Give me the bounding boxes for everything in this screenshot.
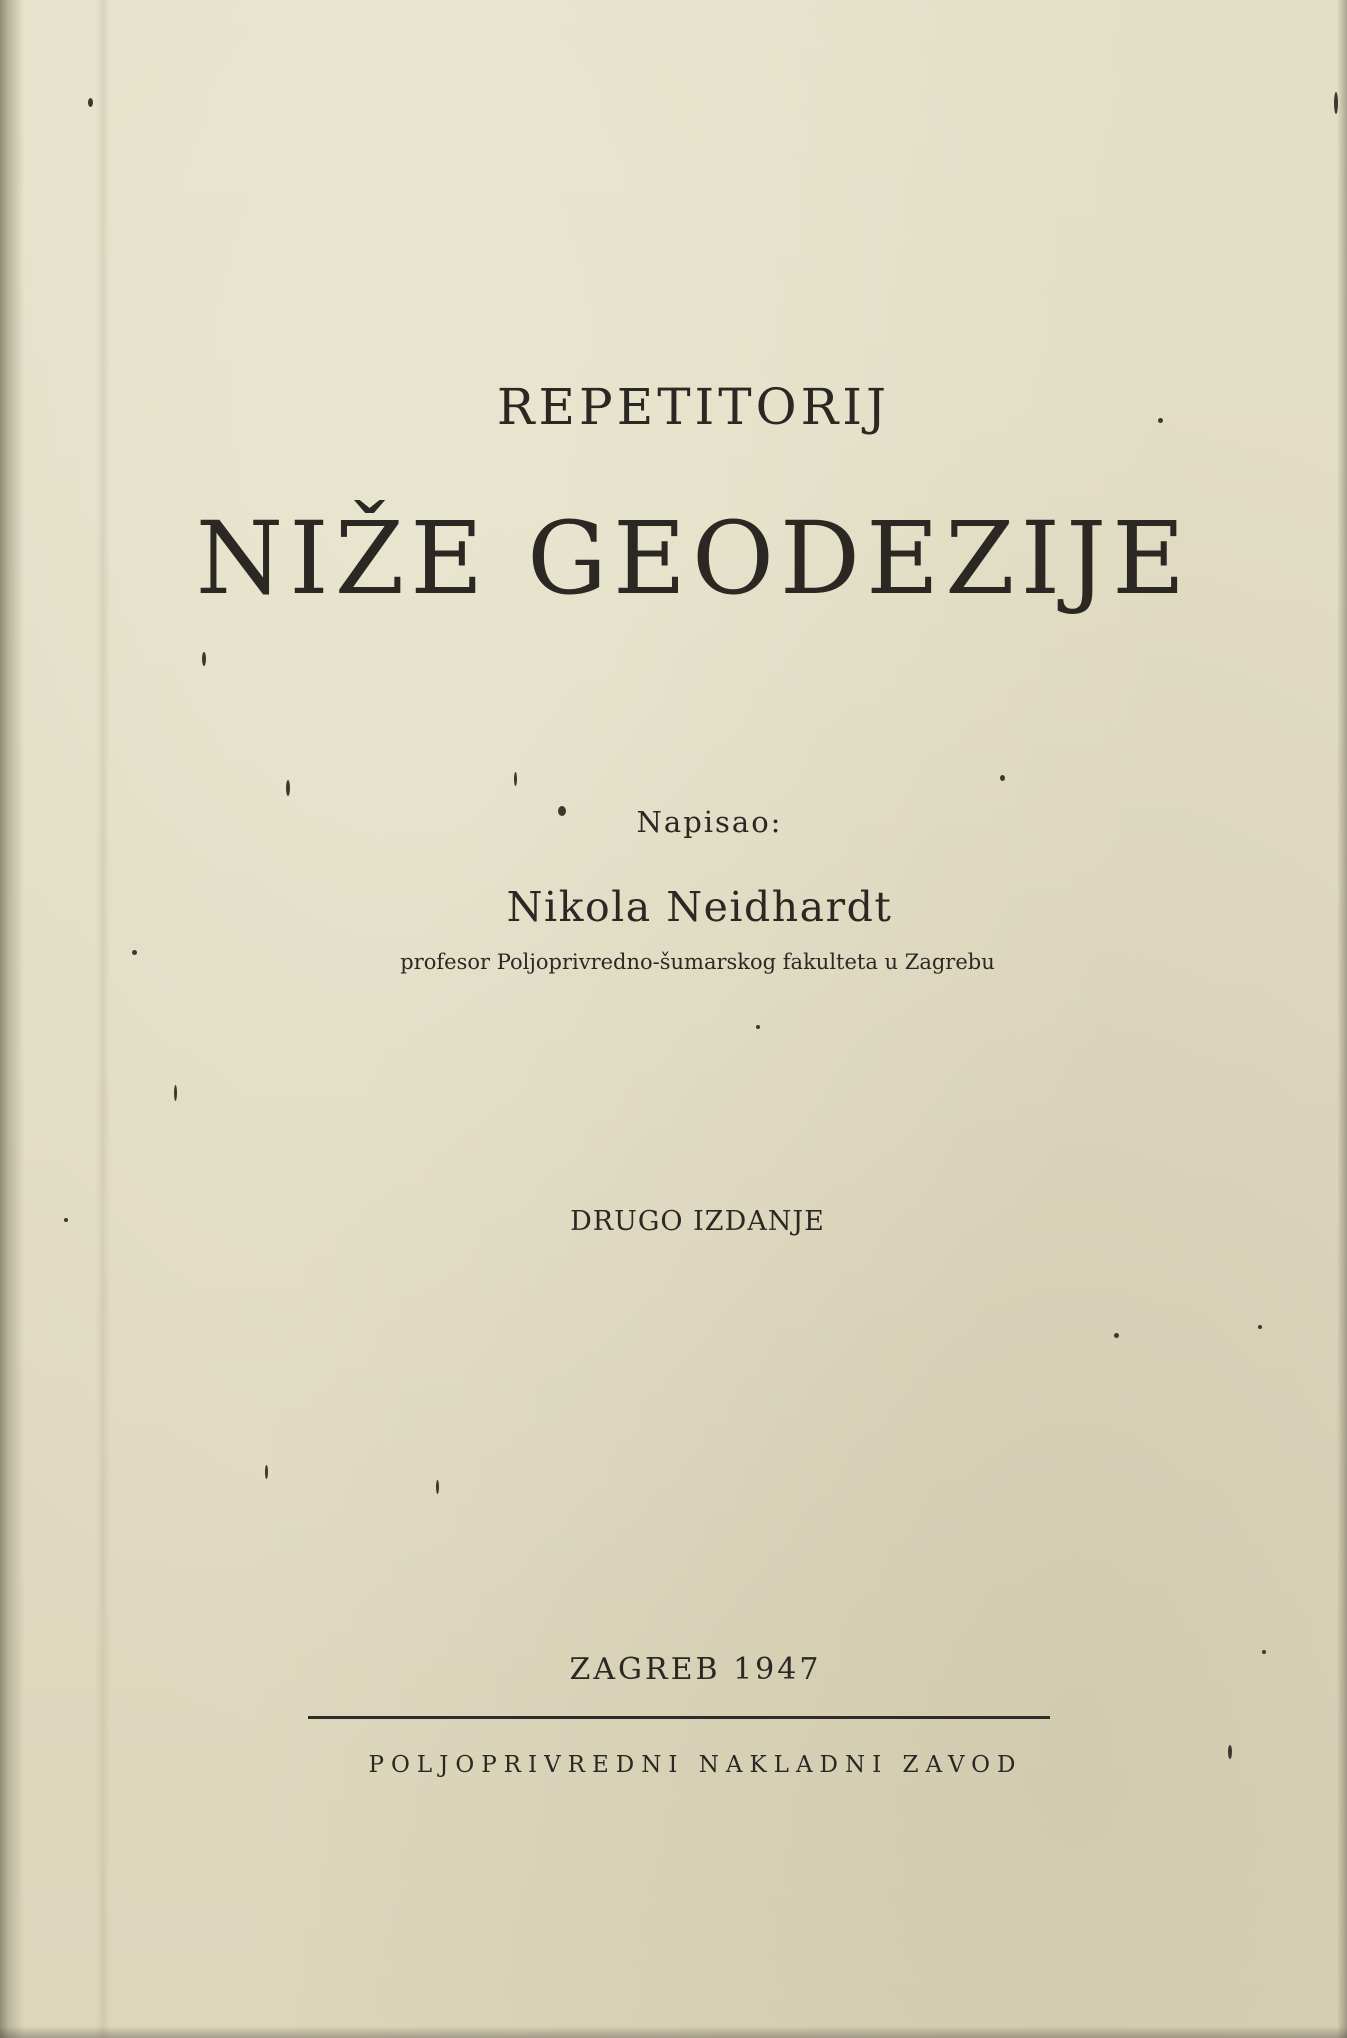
paper-speck <box>514 772 517 786</box>
cover-bottom-edge <box>0 2026 1347 2038</box>
paper-speck <box>1000 775 1005 781</box>
publisher-name: POLJOPRIVREDNI NAKLADNI ZAVOD <box>368 1752 1023 1778</box>
title-line-2: NIŽE GEODEZIJE <box>195 500 1192 617</box>
paper-speck <box>1258 1325 1262 1329</box>
author-prefix: Napisao: <box>636 805 783 839</box>
paper-speck <box>436 1480 439 1494</box>
paper-speck <box>174 1085 177 1101</box>
paper-speck <box>756 1025 760 1029</box>
paper-speck <box>202 652 206 666</box>
edition-label: DRUGO IZDANJE <box>570 1206 825 1237</box>
paper-speck <box>1114 1333 1119 1338</box>
paper-speck <box>265 1465 268 1479</box>
paper-speck <box>286 780 290 796</box>
cover-spine-edge <box>0 0 24 2038</box>
author-name: Nikola Neidhardt <box>506 883 893 931</box>
publisher-divider <box>308 1716 1050 1719</box>
cover-crease <box>96 0 110 2038</box>
place-year: ZAGREB 1947 <box>569 1652 822 1687</box>
paper-speck <box>1334 92 1338 114</box>
paper-speck <box>88 98 93 107</box>
title-line-1: REPETITORIJ <box>496 378 891 436</box>
author-affiliation: profesor Poljoprivredno-šumarskog fakulteta u Zagrebu <box>400 950 995 974</box>
cover-right-edge <box>1337 0 1347 2038</box>
